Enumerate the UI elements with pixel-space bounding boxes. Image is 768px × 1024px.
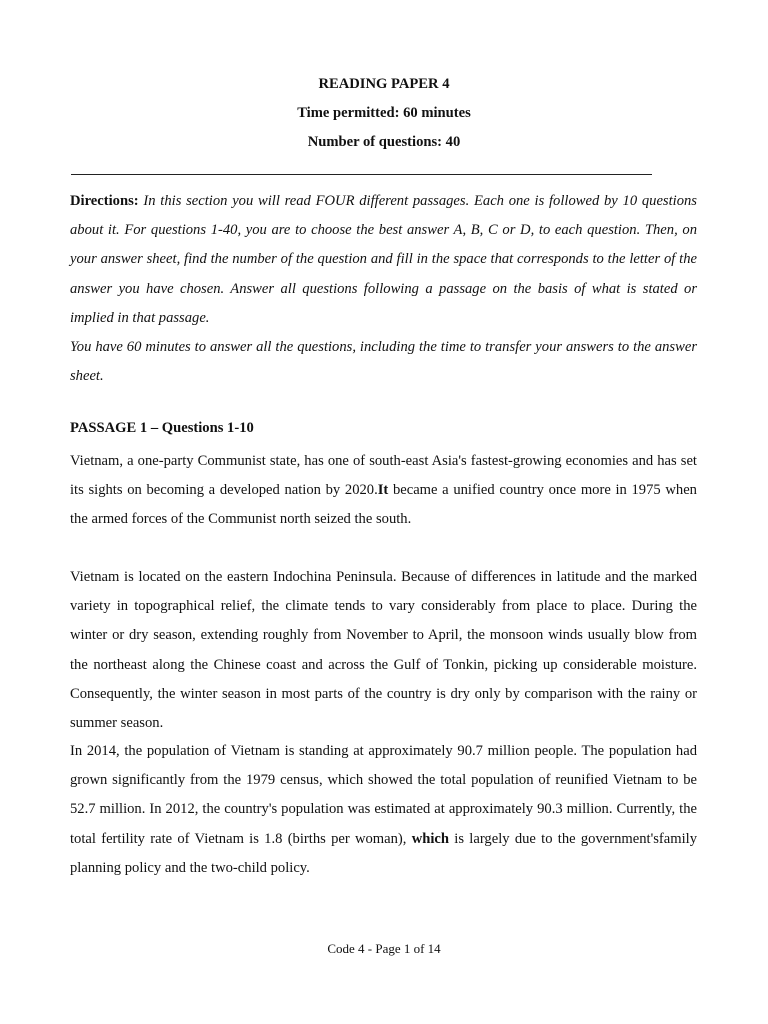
passage-title: PASSAGE 1 – Questions 1-10 [70,420,254,436]
paragraph-text: In 2014, the population of Vietnam is standing at approximately 90.7 million people. The population had grown significantly from the 1979 census, which showed the total population of reunified Vietnam to be 52.7 million. In 2012, the country's population was estimated at approximately 90.3 million. Currently, the total fertility rate of Vietnam is 1.8 (births per woman), [70,743,697,847]
passage-paragraph-3 [70,737,697,883]
highlighted-word: It [377,482,389,499]
directions [70,187,697,391]
time-permitted: Time permitted: 60 minutes [297,105,471,121]
directions-time-note: You have 60 minutes to answer all the questions, including the time to transfer your answers to the answer sheet. [70,339,697,385]
paper-title: READING PAPER 4 [318,76,450,92]
number-of-questions: Number of questions: 40 [307,134,461,150]
paragraph-text: is largely due to the government'sfamily planning policy and the two-child policy. [70,830,697,876]
highlighted-word: which [411,830,450,847]
passage-paragraph-2: Vietnam is located on the eastern Indochina Peninsula. Because of differences in latitude and the marked variety in topographical relief, the climate tends to vary considerably from place to place. During the winter or dry season, extending roughly from November to April, the monsoon winds usually blow from the northeast along the Chinese coast and across the Gulf of Tonkin, picking up considerable moisture. Consequently, the winter season in most parts of the country is dry only by comparison with the rainy or summer season. [70,569,697,732]
directions-text: In this section you will read FOUR different passages. Each one is followed by 10 questions about it. For questions 1-40, you are to choose the best answer A, B, C or D, to each question. Then, on your answer sheet, find the number of the question and fill in the space that corresponds to the letter of the answer you have chosen. Answer all questions following a passage on the basis of what is stated or implied in that passage. [70,193,697,326]
page-footer: Code 4 - Page 1 of 14 [327,941,441,956]
passage-paragraph-1 [70,447,697,535]
directions-label: Directions: [70,193,139,209]
separator-line [71,174,652,175]
paragraph-text: Vietnam, a one-party Communist state, has one of south-east Asia's fastest-growing economies and has set its sights on becoming a developed nation by 2020. [70,453,697,499]
paragraph-text: became a unified country once more in 1975 when the armed forces of the Communist north seized the south. [70,482,697,528]
